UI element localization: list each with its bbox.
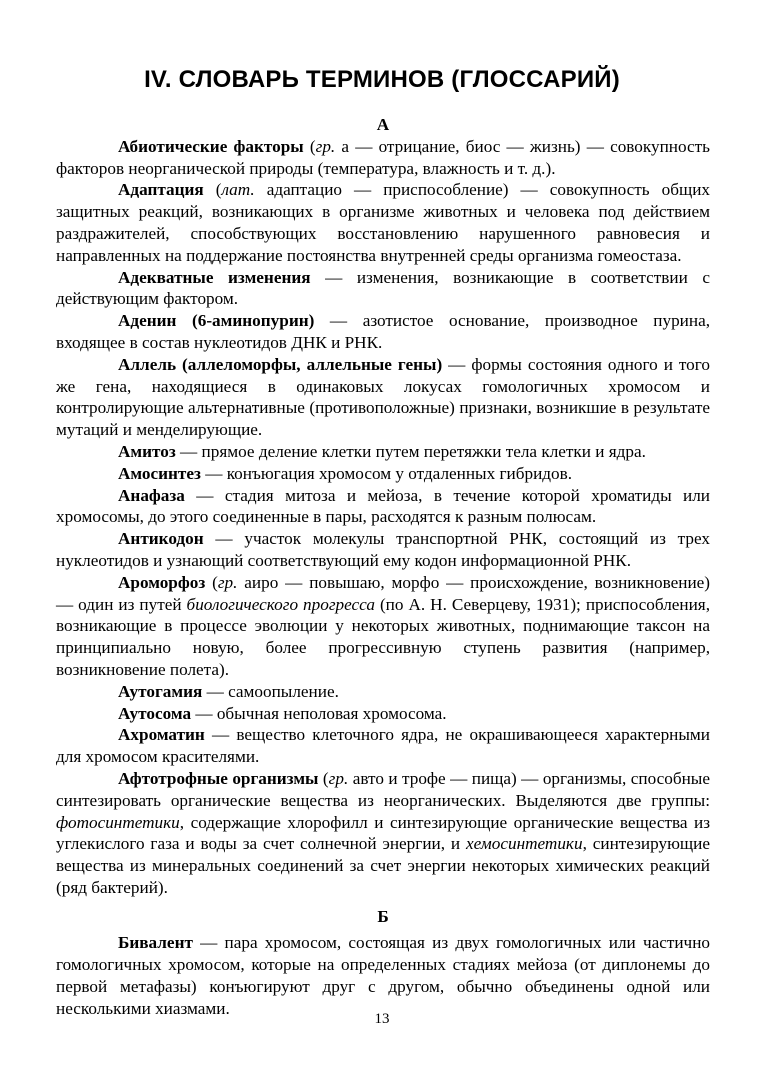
glossary-entry-adaptaciya: Адаптация (лат. адаптацио — приспособление) — совокупность общих защитных реакций, возникающих в организме животных и человека под действием раздражителей, способствующих восстановлению нарушенного равновесия и направленных на поддержание постоянства внутренней среды организма гомеостаза.	[56, 180, 710, 265]
term: Амитоз	[118, 441, 176, 461]
term: Амосинтез	[118, 463, 201, 483]
section-letter-b: Б	[377, 906, 389, 926]
glossary-entry-amosintez: Амосинтез — конъюгация хромосом у отдаленных гибридов.	[118, 463, 573, 483]
page-title: IV. СЛОВАРЬ ТЕРМИНОВ (ГЛОССАРИЙ)	[144, 66, 620, 93]
glossary-entry-anafaza: Анафаза — стадия митоза и мейоза, в течение которой хроматиды или хромосомы, до этого соединенные в пары, расходятся к разным полюсам.	[56, 485, 710, 527]
glossary-entry-aftotrofnye-organizmy: Афтотрофные организмы (гр. авто и трофе — пища) — организмы, способные синтезировать органические вещества из неорганических. Выделяются две группы: фотосинтетики, содержащие хлорофилл и синтезирующие органические вещества из углекислого газа и воды за счет солнечной энергии, и хемосинтетики, синтезирующие вещества из минеральных соединений за счет энергии некоторых химических реакций (ряд бактерий).	[56, 768, 710, 897]
term: Адекватные изменения	[118, 267, 311, 287]
glossary-body	[56, 114, 710, 1020]
glossary-entry-allel: Аллель (аллеломорфы, аллельные гены) — формы состояния одного и того же гена, находящиеся в одинаковых локусах гомологичных хромосом и контролирующие альтернативные (противоположные) признаки, возникшие в результате мутаций и менделирующие.	[56, 354, 710, 440]
glossary-entry-bivalent: Бивалент — пара хромосом, состоящая из двух гомологичных или частично гомологичных хромосом, которые на определенных стадиях мейоза (от диплонемы до первой метафазы) конъюгируют друг с другом, обычно объединены одной или несколькими хиазмами.	[56, 933, 710, 1018]
term: Адаптация	[118, 180, 204, 200]
term: Афтотрофные организмы	[118, 768, 319, 788]
term: Ароморфоз	[118, 572, 206, 592]
page-number: 13	[374, 1011, 390, 1027]
term: Анафаза	[118, 485, 185, 505]
term: Аутосома	[118, 703, 192, 723]
term: Аутогамия	[118, 681, 203, 701]
glossary-entry-adenin: Аденин (6-аминопурин) — азотистое основание, производное пурина, входящее в состав нуклеотидов ДНК и РНК.	[56, 311, 710, 352]
glossary-entry-antikodon: Антикодон — участок молекулы транспортной РНК, состоящий из трех нуклеотидов и узнающий соответствующий ему кодон информационной РНК.	[56, 529, 710, 570]
glossary-entry-amitoz: Амитоз — прямое деление клетки путем перетяжки тела клетки и ядра.	[118, 441, 646, 461]
section-letter-a: А	[376, 115, 390, 134]
term: Аллель (аллеломорфы, аллельные гены)	[118, 354, 443, 374]
glossary-entry-ahromatin: Ахроматин — вещество клеточного ядра, не окрашивающееся характерными для хромосом красителями.	[56, 725, 710, 767]
glossary-entry-abioticheskie-faktory: Абиотические факторы (гр. а — отрицание, биос — жизнь) — совокупность факторов неорганической природы (температура, влажность и т. д.).	[56, 136, 710, 178]
term: Аденин (6-аминопурин)	[118, 311, 315, 331]
term: Бивалент	[118, 933, 193, 953]
section-divider	[56, 899, 710, 903]
glossary-entry-aromorfoz: Ароморфоз (гр. аиро — повышаю, морфо — происхождение, возникновение) — один из путей биологического прогресса (по А. Н. Северцеву, 1931); приспособления, возникающие в процессе эволюции у некоторых животных, поднимающие таксон на принципиально новую, более прогрессивную ступень развития (например, возникновение полета).	[56, 572, 710, 679]
term: Абиотические факторы	[118, 136, 304, 156]
glossary-entry-autosoma: Аутосома — обычная неполовая хромосома.	[118, 703, 447, 723]
term: Антикодон	[118, 529, 204, 549]
term: Ахроматин	[118, 725, 205, 745]
glossary-entry-adekvatnye-izmeneniya: Адекватные изменения — изменения, возникающие в соответствии с действующим фактором.	[56, 267, 710, 309]
glossary-entry-autogamiya: Аутогамия — самоопыление.	[118, 681, 339, 701]
